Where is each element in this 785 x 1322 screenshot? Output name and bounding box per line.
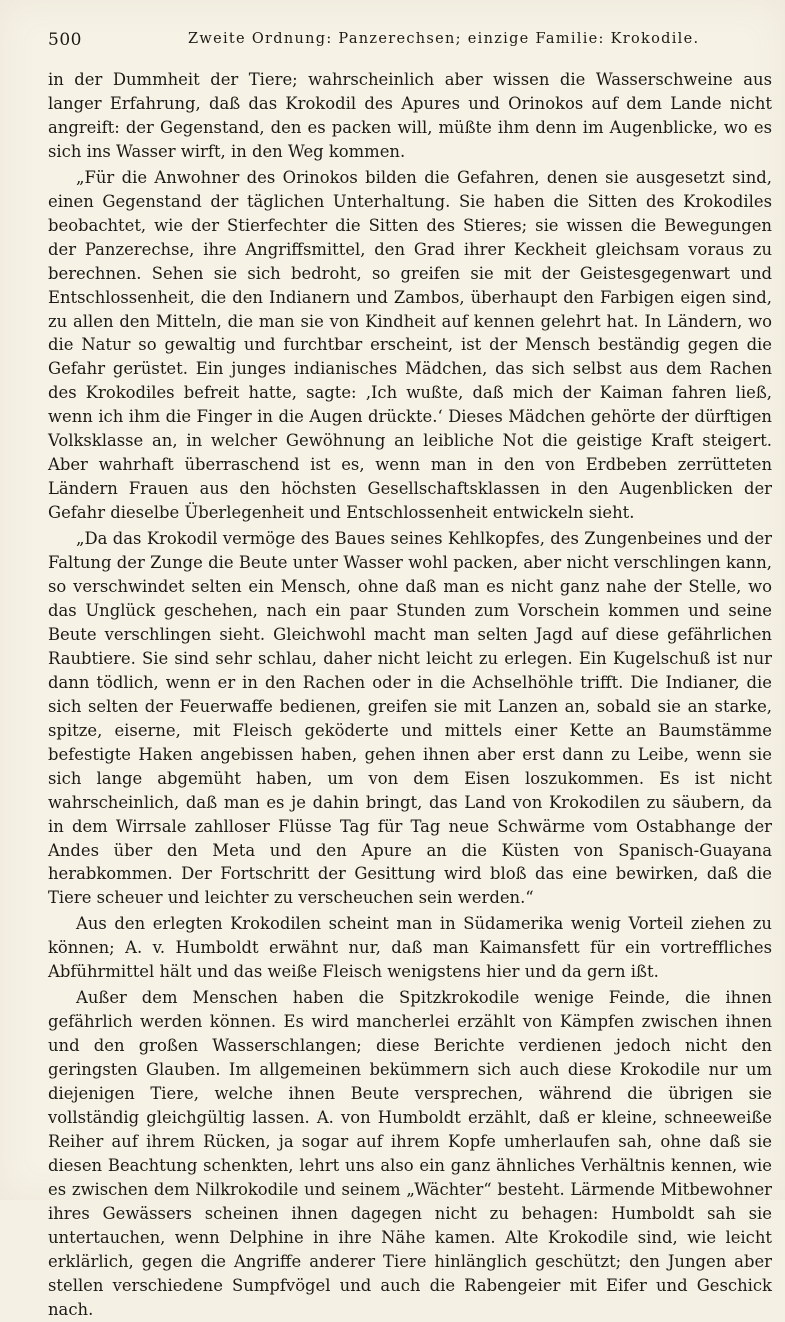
page-header [48, 28, 737, 54]
paragraph: „Da das Krokodil vermöge des Baues seines Kehlkopfes, des Zungenbeines und der Faltung der Zunge die Beute unter Wasser wohl packen, aber nicht verschlingen kann, so verschwindet selten ein Mensch, ohne daß man es nicht ganz nahe der Stelle, wo das Unglück geschehen, nach ein paar Stunden zum Vorschein kommen und seine Beute verschlingen sieht. Gleichwohl macht man selten Jagd auf diese gefährlichen Raubtiere. Sie sind sehr schlau, daher nicht leicht zu erlegen. Ein Kugelschuß ist nur dann tödlich, wenn er in den Rachen oder in die Achselhöhle trifft. Die Indianer, die sich selten der Feuerwaffe bedienen, greifen sie mit Lanzen an, sobald sie an starke, spitze, eiserne, mit Fleisch geköderte und mittels einer Kette an Baumstämme befestigte Haken angebissen haben, gehen ihnen aber erst dann zu Leibe, wenn sie sich lange abgemüht haben, um von dem Eisen loszukommen. Es ist nicht wahrscheinlich, daß man es je dahin bringt, das Land von Krokodilen zu säubern, da in dem Wirrsale zahlloser Flüsse Tag für Tag neue Schwärme vom Ostabhange der Andes über den Meta und den Apure an die Küsten von Spanisch-Guayana herabkommen. Der Fortschritt der Gesittung wird bloß das eine bewirken, daß die Tiere scheuer und leichter zu verscheuchen sein werden.“ [48, 529, 772, 908]
paragraph: „Für die Anwohner des Orinokos bilden die Gefahren, denen sie ausgesetzt sind, einen Gegenstand der täglichen Unterhaltung. Sie haben die Sitten des Krokodiles beobachtet, wie der Stierfechter die Sitten des Stieres; sie wissen die Bewegungen der Panzerechse, ihre Angriffsmittel, den Grad ihrer Keckheit gleichsam voraus zu berechnen. Sehen sie sich bedroht, so greifen sie mit der Geistesgegenwart und Entschlossenheit, die den Indianern und Zambos, überhaupt den Farbigen eigen sind, zu allen den Mitteln, die man sie von Kindheit auf kennen gelehrt hat. In Ländern, wo die Natur so gewaltig und furchtbar erscheint, ist der Mensch beständig gegen die Gefahr gerüstet. Ein junges indianisches Mädchen, das sich selbst aus dem Rachen des Krokodiles befreit hatte, sagte: ‚Ich wußte, daß mich der Kaiman fahren ließ, wenn ich ihm die Finger in die Augen drückte.‘ Dieses Mädchen gehörte der dürftigen Volksklasse an, in welcher Gewöhnung an leibliche Not die geistige Kraft steigert. Aber wahrhaft überraschend ist es, wenn man in den von Erdbeben zerrütteten Ländern Frauen aus den höchsten Gesellschaftsklassen in den Augenblicken der Gefahr dieselbe Überlegenheit und Entschlossenheit entwickeln sieht. [48, 167, 772, 523]
running-head: Zweite Ordnung: Panzerechsen; einzige Familie: Krokodile. [188, 31, 700, 47]
body-text [48, 68, 772, 1322]
paragraph: Aus den erlegten Krokodilen scheint man in Südamerika wenig Vorteil ziehen zu können; A. v. Humboldt erwähnt nur, daß man Kaimansfett für ein vortreffliches Abführmittel hält und das weiße Fleisch wenigstens hier und da gern ißt. [48, 914, 772, 982]
paragraph: Außer dem Menschen haben die Spitzkrokodile wenige Feinde, die ihnen gefährlich werden können. Es wird mancherlei erzählt von Kämpfen zwischen ihnen und den großen Wasserschlangen; diese Berichte verdienen jedoch nicht den geringsten Glauben. Im allgemeinen bekümmern sich auch diese Krokodile nur um diejenigen Tiere, welche ihnen Beute versprechen, während die übrigen sie vollständig gleichgültig lassen. A. von Humboldt erzählt, daß er kleine, schneeweiße Reiher auf ihrem Rücken, ja sogar auf ihrem Kopfe umherlaufen sah, ohne daß sie diesen Beachtung schenkten, lehrt uns also ein ganz ähnliches Verhältnis kennen, wie es zwischen dem Nilkrokodile und seinem „Wächter“ besteht. Lärmende Mitbewohner ihres Gewässers scheinen ihnen dagegen nicht zu behagen: Humboldt sah sie untertauchen, wenn Delphine in ihre Nähe kamen. Alte Krokodile sind, wie leicht erklärlich, gegen die Angriffe anderer Tiere hinlänglich geschützt; den Jungen aber stellen verschiedene Sumpfvögel und auch die Rabengeier mit Eifer und Geschick nach. [48, 988, 772, 1319]
page-number: 500 [48, 30, 82, 50]
paragraph: in der Dummheit der Tiere; wahrscheinlich aber wissen die Wasserschweine aus langer Erfahrung, daß das Krokodil des Apures und Orinokos auf dem Lande nicht angreift: der Gegenstand, den es packen will, müßte ihm denn im Augenblicke, wo es sich ins Wasser wirft, in den Weg kommen. [48, 70, 772, 161]
